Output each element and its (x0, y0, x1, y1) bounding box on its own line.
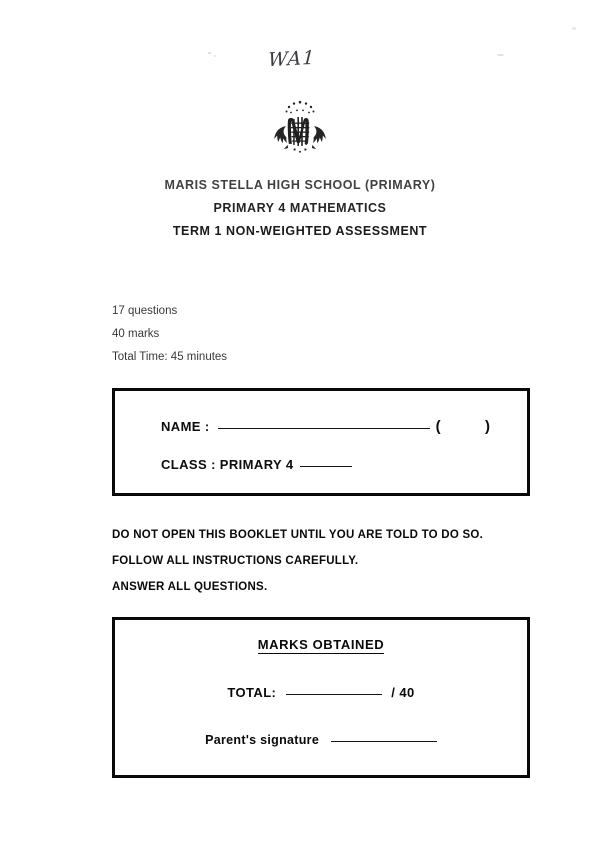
name-row (161, 418, 490, 435)
school-crest (0, 96, 600, 162)
total-label: TOTAL: (227, 685, 277, 700)
exam-info (112, 300, 227, 369)
marks-obtained-title: MARKS OBTAINED (257, 637, 385, 652)
name-label: NAME : (161, 419, 210, 434)
name-input-line[interactable] (218, 428, 430, 429)
parent-signature-line[interactable] (331, 741, 437, 742)
class-label: CLASS : PRIMARY 4 (161, 457, 294, 472)
class-input-line[interactable] (300, 466, 352, 467)
handwritten-annotation: WA1 (267, 46, 316, 72)
question-count: 17 questions (112, 305, 178, 317)
instruction-item: ANSWER ALL QUESTIONS. (112, 581, 268, 593)
index-close-paren: ) (485, 418, 491, 435)
total-marks: 40 marks (112, 328, 160, 340)
scan-artifact (208, 52, 211, 54)
school-name: MARIS STELLA HIGH SCHOOL (PRIMARY) (164, 178, 436, 192)
subject-title: PRIMARY 4 MATHEMATICS (213, 201, 387, 215)
particulars-box (112, 388, 530, 496)
document-headings (0, 174, 600, 243)
marks-obtained-box (112, 617, 530, 778)
scan-artifact (572, 27, 576, 30)
total-time: Total Time: 45 minutes (112, 351, 228, 363)
index-open-paren: ( (435, 418, 442, 435)
parent-signature-row (115, 733, 527, 747)
instructions-list (112, 522, 483, 600)
scan-artifact (214, 55, 216, 57)
scan-artifact (497, 54, 504, 56)
instruction-item: DO NOT OPEN THIS BOOKLET UNTIL YOU ARE TOLD TO DO SO. (112, 529, 484, 541)
assessment-title: TERM 1 NON-WEIGHTED ASSESSMENT (172, 224, 428, 238)
total-input-line[interactable] (286, 694, 382, 695)
marian-monogram-crest-icon (263, 96, 337, 162)
class-row (161, 457, 352, 472)
total-row (115, 685, 527, 700)
total-out-of: / 40 (391, 685, 415, 700)
parent-signature-label: Parent's signature (205, 733, 320, 747)
instruction-item: FOLLOW ALL INSTRUCTIONS CAREFULLY. (112, 555, 359, 567)
